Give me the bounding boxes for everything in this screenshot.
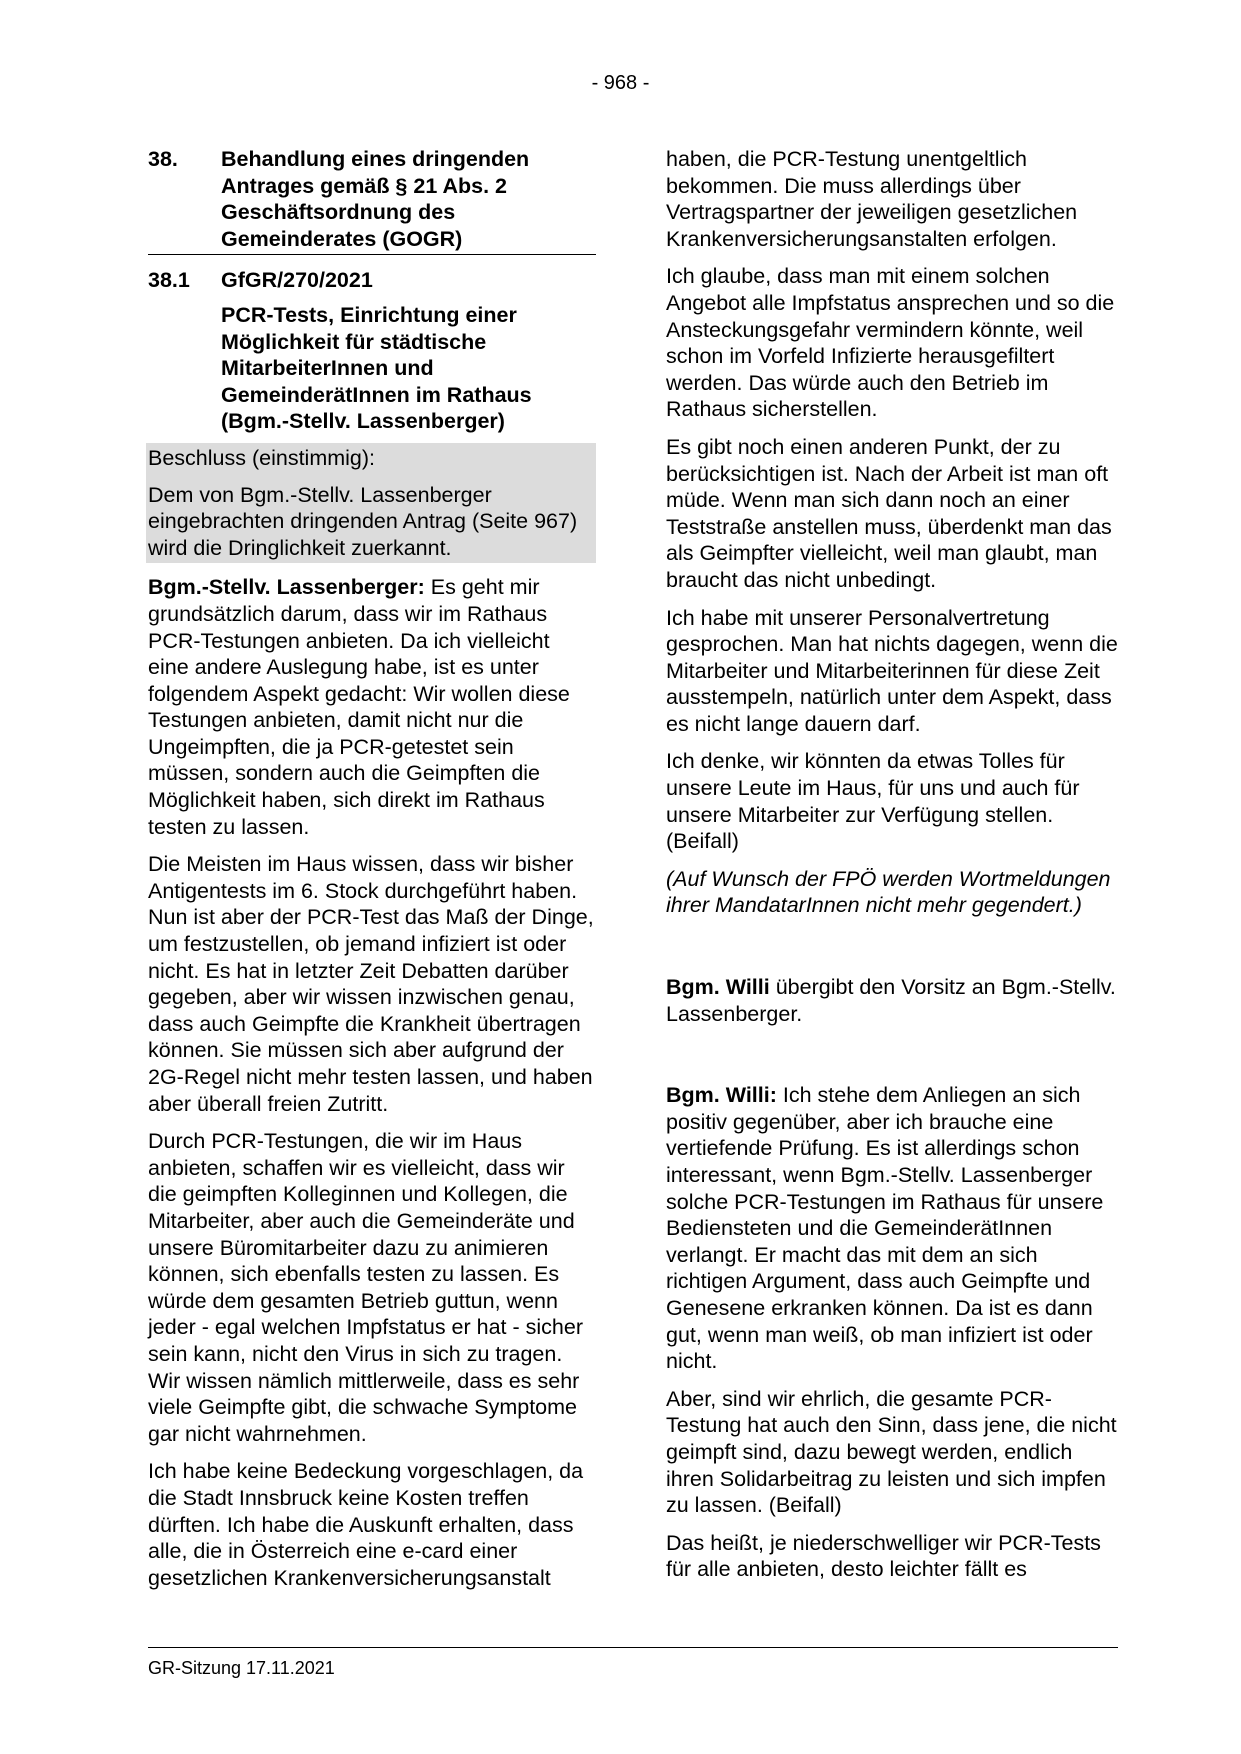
speech-paragraph: Ich habe mit unserer Personalvertretung gesprochen. Man hat nichts dagegen, wenn die Mitarbeiter und Mitarbeiterinnen für diese Zeit ausstempeln, natürlich unter dem Aspekt, dass es nicht lange dauern darf. xyxy=(666,605,1118,736)
agenda-subitem-38-1 xyxy=(148,267,596,294)
speech-paragraph: Es gibt noch einen anderen Punkt, der zu berücksichtigen ist. Nach der Arbeit ist man oft müde. Wenn man sich dann noch an einer Teststraße anstellen muss, überdenkt man das als Geimpfter vielleicht, weil man glaubt, man braucht das nicht unbedingt. xyxy=(666,434,1112,592)
subitem-reference: GfGR/270/2021 xyxy=(221,268,373,293)
agenda-item-number: 38. xyxy=(148,147,178,171)
speech-paragraph: Bgm. Willi: Ich stehe dem Anliegen an sich positiv gegenüber, aber ich brauche eine vertiefende Prüfung. Es ist allerdings schon interessant, wenn Bgm.-Stellv. Lassenberger solche PCR-Testungen im Rathaus für unsere Bediensteten und die GemeinderätInnen verlangt. Er macht das mit dem an sich richtigen Argument, dass auch Geimpfte und Genesene erkranken können. Da ist es dann gut, wenn man weiß, ob man infiziert ist oder nicht. xyxy=(666,1083,1104,1374)
footer-divider xyxy=(148,1647,1118,1648)
speech-paragraph: Bgm.-Stellv. Lassenberger: Es geht mir grundsätzlich darum, dass wir im Rathaus PCR-Testungen anbieten. Da ich vielleicht eine andere Auslegung habe, ist es unter folgendem Aspekt gedacht: Wir wollen diese Testungen anbieten, damit nicht nur die Ungeimpften, die ja PCR-getestet sein müssen, sondern auch die Geimpften die Möglichkeit haben, sich direkt im Rathaus testen zu lassen. xyxy=(148,575,570,839)
speech-paragraph: Das heißt, je niederschwelliger wir PCR-Tests für alle anbieten, desto leichter fällt es xyxy=(666,1530,1101,1582)
chair-handover-note: Bgm. Willi übergibt den Vorsitz an Bgm.-Stellv. Lassenberger. xyxy=(666,975,1116,1026)
speech-paragraph: Durch PCR-Testungen, die wir im Haus anbieten, schaffen wir es vielleicht, dass wir die geimpften Kolleginnen und Kollegen, die Mitarbeiter, aber auch die Gemeinderäte und unsere Büromitarbeiter dazu zu animieren können, sich ebenfalls testen zu lassen. Es würde dem gesamten Betrieb guttun, wenn jeder - egal welchen Impfstatus er hat - sicher sein kann, nicht den Virus in sich zu tragen. Wir wissen nämlich mittlerweile, dass es sehr viele Geimpfte gibt, die schwache Symptome gar nicht wahrnehmen. xyxy=(148,1129,583,1446)
speech-paragraph: Ich denke, wir könnten da etwas Tolles für unsere Leute im Haus, für uns und auch für unsere Mitarbeiter zur Verfügung stellen. (Beifall) xyxy=(666,749,1080,854)
speech-paragraph: Die Meisten im Haus wissen, dass wir bisher Antigentests im 6. Stock durchgeführt haben. Nun ist aber der PCR-Test das Maß der Dinge, um festzustellen, ob jemand infiziert ist oder nicht. Es hat in letzter Zeit Debatten darüber gegeben, aber wir wissen inzwischen genau, dass auch Geimpfte die Krankheit übertragen können. Sie müssen sich aber aufgrund der 2G-Regel nicht mehr testen lassen, und haben aber überall freien Zutritt. xyxy=(148,852,594,1116)
speech-paragraph: haben, die PCR-Testung unentgeltlich bekommen. Die muss allerdings über Vertragspartner der jeweiligen gesetzlichen Krankenversicherungsanstalten erfolgen. xyxy=(666,147,1078,251)
resolution-box xyxy=(146,443,596,563)
footer-session-date: GR-Sitzung 17.11.2021 xyxy=(148,1658,335,1678)
right-column xyxy=(666,146,1118,1594)
subitem-title: PCR-Tests, Einrichtung einer Möglichkeit für städtische MitarbeiterInnen und GemeinderätInnen im Rathaus (Bgm.-Stellv. Lassenberger) xyxy=(221,302,532,434)
editorial-note: (Auf Wunsch der FPÖ werden Wortmeldungen ihrer MandatarInnen nicht mehr gegendert.) xyxy=(666,866,1111,918)
agenda-item-title: Behandlung eines dringenden Antrages gemäß § 21 Abs. 2 Geschäftsordnung des Gemeinderates (GOGR) xyxy=(221,147,530,251)
resolution-text: Dem von Bgm.-Stellv. Lassenberger eingebrachten dringenden Antrag (Seite 967) wird die Dringlichkeit zuerkannt. xyxy=(148,482,578,560)
speaker-name: Bgm.-Stellv. Lassenberger: xyxy=(148,575,425,600)
left-column xyxy=(148,146,596,1602)
heading-divider xyxy=(148,254,596,255)
speaker-name: Bgm. Willi xyxy=(666,975,770,1000)
speaker-name: Bgm. Willi: xyxy=(666,1083,777,1108)
page-number: - 968 - xyxy=(591,72,650,94)
agenda-item-38 xyxy=(148,146,596,252)
speech-paragraph: Ich glaube, dass man mit einem solchen Angebot alle Impfstatus ansprechen und so die Ansteckungsgefahr vermindern könnte, weil schon im Vorfeld Infizierte herausgefiltert werden. Das würde auch den Betrieb im Rathaus sicherstellen. xyxy=(666,264,1115,422)
subitem-number: 38.1 xyxy=(148,268,190,293)
speech-paragraph: Ich habe keine Bedeckung vorgeschlagen, da die Stadt Innsbruck keine Kosten treffen dürften. Ich habe die Auskunft erhalten, dass alle, die in Österreich eine e-card einer gesetzlichen Krankenversicherungsanstalt xyxy=(148,1459,584,1590)
resolution-label: Beschluss (einstimmig): xyxy=(148,445,375,470)
speech-paragraph: Aber, sind wir ehrlich, die gesamte PCR-Testung hat auch den Sinn, dass jene, die nicht geimpft sind, dazu bewegt werden, endlich ihren Solidarbeitrag zu leisten und sich impfen zu lassen. (Beifall) xyxy=(666,1386,1117,1518)
